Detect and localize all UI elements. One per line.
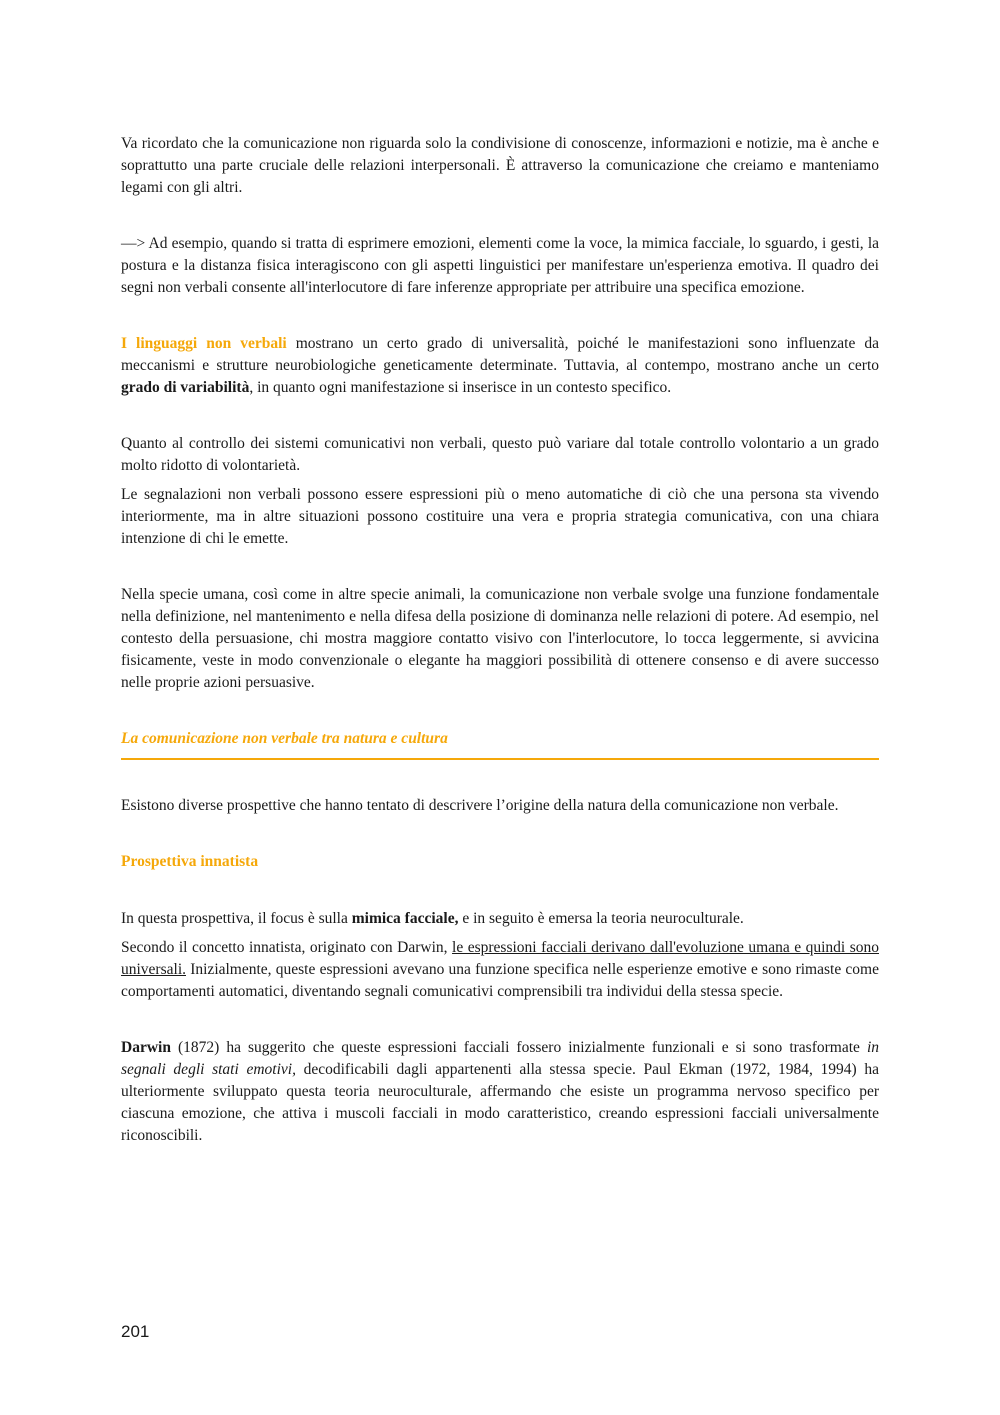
page-number: 201 [121,1322,150,1341]
highlight-term: I linguaggi non verbali [121,335,287,352]
bold-term: mimica facciale, [351,910,459,927]
paragraph-text: mostrano un certo grado di universalità, poiché le manifestazioni sono influenzate da meccanismi e strutture neurobiologiche geneticamente determinate. Tuttavia, al contempo, mostrano anche un certo [121,335,879,374]
section-heading: La comunicazione non verbale tra natura e cultura [121,728,879,760]
paragraph-control: Quanto al controllo dei sistemi comunicativi non verbali, questo può variare dal totale controllo volontario a un grado molto ridotto di volontarietà. [121,435,879,474]
underlined-statement: le espressioni facciali derivano dall'evoluzione umana e quindi sono universali. [121,939,879,978]
paragraph-text: decodificabili dagli appartenenti alla stessa specie. Paul Ekman (1972, 1984, 1994) ha ulteriormente sviluppato questa teoria neuroculturale, affermando che esiste un programma nervoso specifico per ciascuna emozione, che attiva i muscoli facciali in modo caratteristico, creando espressioni facciali universalmente riconoscibili. [121,1061,879,1144]
paragraph-signals: Le segnalazioni non verbali possono essere espressioni più o meno automatiche di ciò che una persona sta vivendo interiormente, ma in altre situazioni possono costituire una vera e propria strategia comunicativa, con una chiara intenzione di chi le emette. [121,486,879,547]
paragraph-facial-focus [121,908,879,930]
subsection-heading: Prospettiva innatista [121,853,259,870]
paragraph-text: (1872) ha suggerito che queste espressioni facciali fossero inizialmente funzionali e si sono trasformate [170,1039,867,1056]
bold-term: Darwin [121,1039,171,1056]
paragraph-darwin-ekman [121,1037,879,1147]
paragraph-text: In questa prospettiva, il focus è sulla [121,910,352,927]
document-page [121,133,879,1147]
paragraph-text: Inizialmente, queste espressioni avevano una funzione specifica nelle esperienze emotive e sono rimaste come comportamenti automatici, diventando segnali comunicativi comprensibili tra individui della stessa specie. [121,961,879,1000]
bold-term: grado di variabilità [121,379,250,396]
italic-phrase: in segnali degli stati emotivi, [121,1039,879,1078]
paragraph-innatist-concept [121,937,879,1003]
paragraph-text: , in quanto ogni manifestazione si inserisce in un contesto specifico. [249,379,672,396]
paragraph-perspectives: Esistono diverse prospettive che hanno tentato di descrivere l’origine della natura della comunicazione non verbale. [121,797,839,814]
paragraph-dominance: Nella specie umana, così come in altre specie animali, la comunicazione non verbale svolge una funzione fondamentale nella definizione, nel mantenimento e nella difesa della posizione di dominanza nelle relazioni di potere. Ad esempio, nel contesto della persuasione, chi mostra maggiore contatto visivo con l'interlocutore, lo tocca leggermente, si avvicina fisicamente, veste in modo convenzionale o elegante ha maggiori possibilità di ottenere consenso e di avere successo nelle proprie azioni persuasive. [121,586,879,691]
paragraph-communication-relations: Va ricordato che la comunicazione non riguarda solo la condivisione di conoscenze, informazioni e notizie, ma è anche e soprattutto una parte cruciale delle relazioni interpersonali. È attraverso la comunicazione che creiamo e manteniamo legami con gli altri. [121,135,879,196]
paragraph-text: e in seguito è emersa la teoria neuroculturale. [458,910,744,927]
paragraph-emotion-example: —> Ad esempio, quando si tratta di esprimere emozioni, elementi come la voce, la mimica facciale, lo sguardo, i gesti, la postura e la distanza fisica interagiscono con gli aspetti linguistici per manifestare un'esperienza emotiva. Il quadro dei segni non verbali consente all'interlocutore di fare inferenze appropriate per attribuire una specifica emozione. [121,235,879,296]
paragraph-text: Secondo il concetto innatista, originato con Darwin, [121,939,453,956]
paragraph-nonverbal-universality [121,333,879,399]
